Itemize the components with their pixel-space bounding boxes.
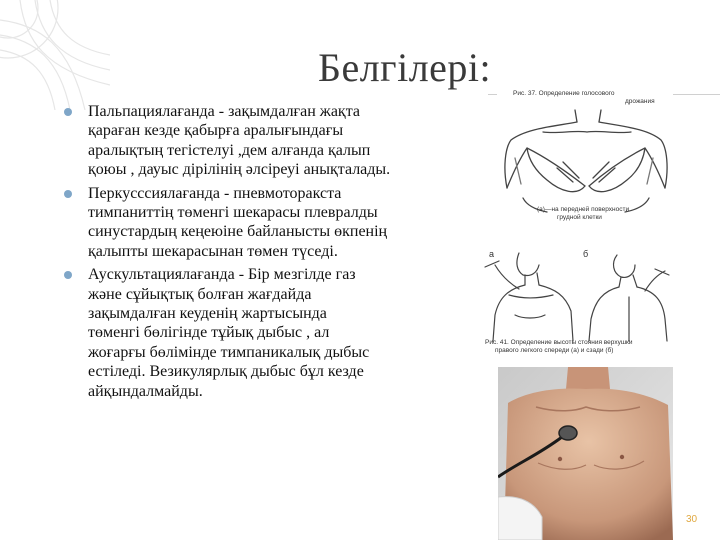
bullet-auscultation <box>60 265 480 401</box>
auscultation-photo-illustration <box>498 367 673 540</box>
bullet-line: зақымдалған кеуденің жартысында <box>88 305 327 323</box>
bullet-dot-icon <box>64 108 72 116</box>
bullet-line: қалыпты шекарасынан төмен түседі. <box>88 242 338 260</box>
bullet-line: Пальпациялағанда - зақымдалған жақта <box>88 103 360 120</box>
bullet-line: қараған кезде қабырға аралығындағы <box>88 122 344 140</box>
figure-caption: (а)—на передней поверхности <box>537 206 630 213</box>
bullet-dot-icon <box>64 190 72 198</box>
auscultation-photo <box>498 367 673 540</box>
bullet-line: тимпаниттің төменгі шекарасы плевралды <box>88 204 378 222</box>
bullet-line: аралықтың тегістелуі ,дем алғанда қалып <box>88 141 371 159</box>
figure-vocal-fremitus <box>497 88 673 230</box>
slide-title: Белгілері: <box>318 45 492 90</box>
figure-caption: Рис. 37. Определение голосового <box>513 90 615 97</box>
bullet-line: жоғарғы бөлімінде тимпаникалық дыбыс <box>88 343 370 361</box>
figure-caption: правого легкого спереди (а) и сзади (б) <box>495 347 614 354</box>
bullet-palpation <box>60 102 480 180</box>
figure-label-a: а <box>489 249 495 259</box>
bullet-line: және сұйықтық болған жағдайда <box>88 285 312 303</box>
figure-lung-apex <box>479 245 673 361</box>
figure-caption: грудной клетки <box>557 214 602 221</box>
corner-swirl-decoration <box>0 0 110 110</box>
bullet-line: қоюы , дауыс дірілінің әлсіреуі анықталады. <box>88 161 391 179</box>
bullet-line: Перкусссиялағанда - пневмоторакста <box>88 184 342 202</box>
figure-label-b: б <box>583 249 589 259</box>
bullet-percussion <box>60 184 480 262</box>
bullet-line: синустардың кеңеюіне байланысты өкпенің <box>88 223 388 241</box>
slide-number: 30 <box>686 514 698 525</box>
bullet-line: төменгі бөлігінде тұйық дыбыс , ал <box>88 324 330 342</box>
bullet-dot-icon <box>64 271 72 279</box>
figure-caption: Рис. 41. Определение высоты стояния верхушки <box>485 339 633 346</box>
bullet-line: Аускультациялағанда - Бір мезгілде газ <box>88 266 356 284</box>
bullet-list <box>60 102 480 405</box>
bullet-line: айқындалмайды. <box>88 382 203 400</box>
bullet-line: естіледі. Везикулярлық дыбыс бұл кезде <box>88 363 364 381</box>
figure-caption: дрожания <box>625 98 655 105</box>
